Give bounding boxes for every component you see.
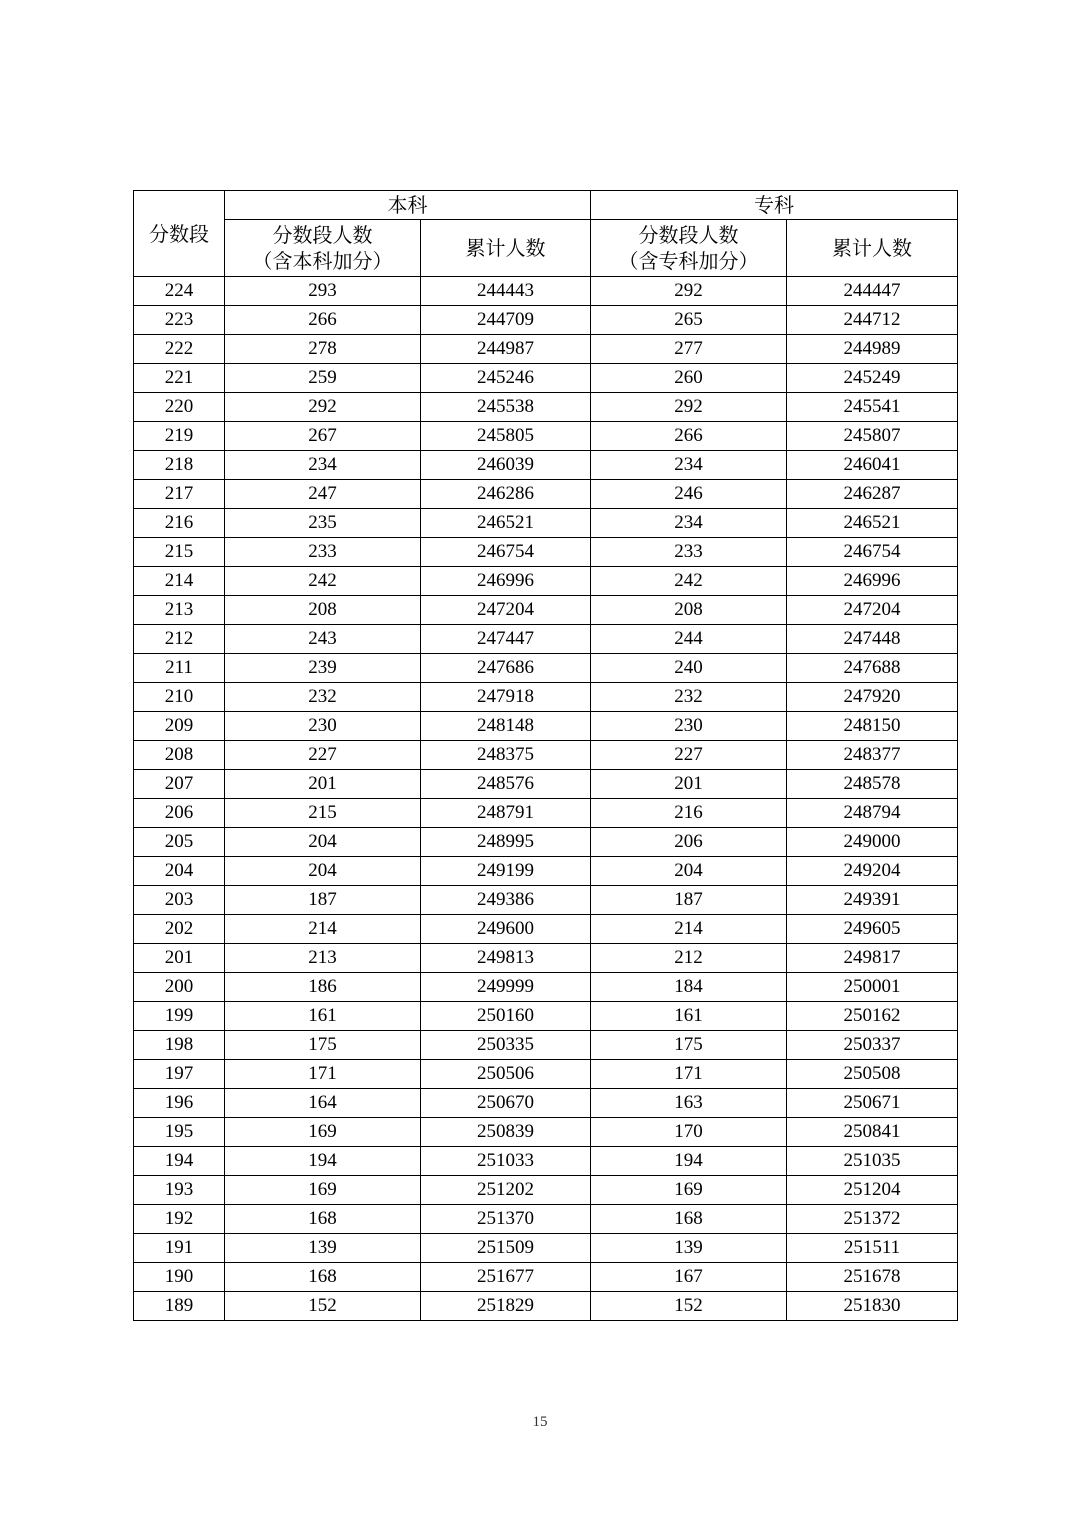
cell-sp-count: 260 <box>591 364 787 393</box>
cell-sp-cumulative: 248794 <box>787 799 958 828</box>
cell-score: 204 <box>134 857 225 886</box>
table-row <box>134 538 958 567</box>
table-row <box>134 364 958 393</box>
table-row <box>134 1292 958 1321</box>
cell-ug-count: 186 <box>225 973 421 1002</box>
cell-sp-count: 187 <box>591 886 787 915</box>
cell-ug-count: 169 <box>225 1176 421 1205</box>
cell-ug-count: 171 <box>225 1060 421 1089</box>
cell-ug-count: 204 <box>225 828 421 857</box>
table-row <box>134 1089 958 1118</box>
cell-ug-cumulative: 248791 <box>421 799 591 828</box>
cell-ug-count: 164 <box>225 1089 421 1118</box>
cell-sp-count: 175 <box>591 1031 787 1060</box>
cell-ug-cumulative: 251370 <box>421 1205 591 1234</box>
cell-score: 198 <box>134 1031 225 1060</box>
cell-sp-cumulative: 251678 <box>787 1263 958 1292</box>
header-sp-segment-count-line2: （含专科加分） <box>618 249 759 273</box>
table-row <box>134 509 958 538</box>
cell-ug-count: 230 <box>225 712 421 741</box>
cell-ug-count: 187 <box>225 886 421 915</box>
header-specialist: 专科 <box>591 191 958 220</box>
table-row <box>134 1002 958 1031</box>
cell-ug-count: 194 <box>225 1147 421 1176</box>
table-row <box>134 944 958 973</box>
table-row <box>134 1263 958 1292</box>
cell-sp-cumulative: 249605 <box>787 915 958 944</box>
cell-score: 203 <box>134 886 225 915</box>
cell-ug-cumulative: 249813 <box>421 944 591 973</box>
cell-sp-cumulative: 251511 <box>787 1234 958 1263</box>
cell-score: 210 <box>134 683 225 712</box>
cell-sp-count: 246 <box>591 480 787 509</box>
cell-ug-cumulative: 248375 <box>421 741 591 770</box>
table-row <box>134 277 958 306</box>
cell-score: 195 <box>134 1118 225 1147</box>
table-row <box>134 857 958 886</box>
cell-sp-cumulative: 244989 <box>787 335 958 364</box>
cell-ug-cumulative: 246039 <box>421 451 591 480</box>
cell-sp-count: 265 <box>591 306 787 335</box>
cell-ug-cumulative: 246286 <box>421 480 591 509</box>
cell-ug-cumulative: 247686 <box>421 654 591 683</box>
cell-score: 223 <box>134 306 225 335</box>
cell-ug-count: 267 <box>225 422 421 451</box>
cell-sp-count: 169 <box>591 1176 787 1205</box>
table-row <box>134 654 958 683</box>
cell-ug-count: 259 <box>225 364 421 393</box>
cell-ug-count: 278 <box>225 335 421 364</box>
cell-score: 205 <box>134 828 225 857</box>
cell-ug-count: 213 <box>225 944 421 973</box>
table-row <box>134 799 958 828</box>
cell-score: 197 <box>134 1060 225 1089</box>
table-row <box>134 683 958 712</box>
cell-sp-count: 194 <box>591 1147 787 1176</box>
cell-score: 201 <box>134 944 225 973</box>
cell-ug-count: 152 <box>225 1292 421 1321</box>
table-row <box>134 1060 958 1089</box>
cell-sp-count: 139 <box>591 1234 787 1263</box>
score-distribution-table <box>133 190 958 1321</box>
cell-ug-count: 169 <box>225 1118 421 1147</box>
cell-sp-count: 163 <box>591 1089 787 1118</box>
table-subheader-row <box>134 220 958 277</box>
header-ug-segment-count-line1: 分数段人数 <box>272 223 373 247</box>
cell-score: 193 <box>134 1176 225 1205</box>
cell-ug-count: 204 <box>225 857 421 886</box>
cell-ug-count: 292 <box>225 393 421 422</box>
table-row <box>134 451 958 480</box>
cell-score: 191 <box>134 1234 225 1263</box>
cell-ug-cumulative: 250670 <box>421 1089 591 1118</box>
cell-ug-count: 168 <box>225 1263 421 1292</box>
cell-sp-count: 184 <box>591 973 787 1002</box>
cell-score: 222 <box>134 335 225 364</box>
header-ug-cumulative: 累计人数 <box>421 220 591 277</box>
cell-ug-cumulative: 248995 <box>421 828 591 857</box>
cell-score: 211 <box>134 654 225 683</box>
header-sp-segment-count <box>591 220 787 277</box>
cell-score: 219 <box>134 422 225 451</box>
cell-sp-cumulative: 247688 <box>787 654 958 683</box>
cell-sp-cumulative: 248377 <box>787 741 958 770</box>
cell-ug-count: 239 <box>225 654 421 683</box>
cell-sp-cumulative: 246287 <box>787 480 958 509</box>
cell-sp-cumulative: 249000 <box>787 828 958 857</box>
cell-sp-count: 204 <box>591 857 787 886</box>
table-row <box>134 625 958 654</box>
cell-ug-count: 233 <box>225 538 421 567</box>
header-ug-segment-count <box>225 220 421 277</box>
table-row <box>134 741 958 770</box>
cell-ug-count: 243 <box>225 625 421 654</box>
cell-sp-cumulative: 251035 <box>787 1147 958 1176</box>
table-row <box>134 1147 958 1176</box>
cell-sp-cumulative: 250162 <box>787 1002 958 1031</box>
cell-ug-cumulative: 251829 <box>421 1292 591 1321</box>
cell-sp-cumulative: 249817 <box>787 944 958 973</box>
cell-score: 214 <box>134 567 225 596</box>
cell-score: 215 <box>134 538 225 567</box>
cell-ug-cumulative: 247918 <box>421 683 591 712</box>
cell-sp-count: 214 <box>591 915 787 944</box>
cell-ug-count: 168 <box>225 1205 421 1234</box>
cell-ug-count: 227 <box>225 741 421 770</box>
cell-sp-count: 277 <box>591 335 787 364</box>
cell-score: 224 <box>134 277 225 306</box>
cell-ug-cumulative: 251033 <box>421 1147 591 1176</box>
cell-ug-cumulative: 251677 <box>421 1263 591 1292</box>
cell-ug-cumulative: 249999 <box>421 973 591 1002</box>
cell-sp-count: 242 <box>591 567 787 596</box>
cell-sp-cumulative: 250337 <box>787 1031 958 1060</box>
cell-ug-cumulative: 245538 <box>421 393 591 422</box>
header-sp-cumulative: 累计人数 <box>787 220 958 277</box>
cell-sp-count: 208 <box>591 596 787 625</box>
cell-score: 217 <box>134 480 225 509</box>
cell-ug-cumulative: 251202 <box>421 1176 591 1205</box>
cell-sp-cumulative: 250671 <box>787 1089 958 1118</box>
cell-ug-count: 247 <box>225 480 421 509</box>
cell-sp-cumulative: 250001 <box>787 973 958 1002</box>
cell-ug-cumulative: 250160 <box>421 1002 591 1031</box>
cell-sp-count: 227 <box>591 741 787 770</box>
cell-sp-count: 266 <box>591 422 787 451</box>
cell-sp-count: 230 <box>591 712 787 741</box>
cell-sp-count: 171 <box>591 1060 787 1089</box>
cell-score: 207 <box>134 770 225 799</box>
cell-sp-count: 233 <box>591 538 787 567</box>
header-sp-segment-count-line1: 分数段人数 <box>638 223 739 247</box>
cell-score: 213 <box>134 596 225 625</box>
table-row <box>134 1205 958 1234</box>
header-ug-segment-count-line2: （含本科加分） <box>252 249 393 273</box>
cell-ug-cumulative: 250506 <box>421 1060 591 1089</box>
cell-score: 199 <box>134 1002 225 1031</box>
cell-score: 220 <box>134 393 225 422</box>
cell-ug-count: 242 <box>225 567 421 596</box>
cell-ug-cumulative: 246996 <box>421 567 591 596</box>
cell-score: 209 <box>134 712 225 741</box>
cell-score: 212 <box>134 625 225 654</box>
cell-sp-cumulative: 249204 <box>787 857 958 886</box>
cell-ug-count: 232 <box>225 683 421 712</box>
cell-score: 221 <box>134 364 225 393</box>
cell-ug-cumulative: 251509 <box>421 1234 591 1263</box>
cell-ug-cumulative: 244709 <box>421 306 591 335</box>
cell-sp-cumulative: 246521 <box>787 509 958 538</box>
cell-sp-cumulative: 251372 <box>787 1205 958 1234</box>
table-row <box>134 770 958 799</box>
cell-ug-cumulative: 246521 <box>421 509 591 538</box>
header-undergraduate: 本科 <box>225 191 591 220</box>
cell-ug-cumulative: 250335 <box>421 1031 591 1060</box>
table-row <box>134 915 958 944</box>
cell-sp-count: 216 <box>591 799 787 828</box>
cell-sp-count: 170 <box>591 1118 787 1147</box>
cell-score: 216 <box>134 509 225 538</box>
cell-sp-count: 167 <box>591 1263 787 1292</box>
cell-ug-count: 293 <box>225 277 421 306</box>
cell-sp-count: 292 <box>591 393 787 422</box>
cell-score: 218 <box>134 451 225 480</box>
cell-ug-cumulative: 248148 <box>421 712 591 741</box>
cell-sp-cumulative: 244712 <box>787 306 958 335</box>
cell-ug-cumulative: 249386 <box>421 886 591 915</box>
page-number: 15 <box>532 1414 548 1430</box>
cell-ug-cumulative: 244443 <box>421 277 591 306</box>
table-row <box>134 1118 958 1147</box>
table-row <box>134 480 958 509</box>
cell-sp-cumulative: 248150 <box>787 712 958 741</box>
table-row <box>134 422 958 451</box>
cell-score: 190 <box>134 1263 225 1292</box>
cell-ug-count: 235 <box>225 509 421 538</box>
table-row <box>134 828 958 857</box>
cell-sp-count: 152 <box>591 1292 787 1321</box>
table-row <box>134 1176 958 1205</box>
header-score-segment: 分数段 <box>134 191 225 277</box>
cell-ug-count: 266 <box>225 306 421 335</box>
cell-sp-cumulative: 247920 <box>787 683 958 712</box>
cell-sp-count: 212 <box>591 944 787 973</box>
cell-sp-cumulative: 251830 <box>787 1292 958 1321</box>
cell-ug-count: 139 <box>225 1234 421 1263</box>
table-row <box>134 886 958 915</box>
cell-sp-count: 244 <box>591 625 787 654</box>
cell-sp-cumulative: 251204 <box>787 1176 958 1205</box>
cell-sp-cumulative: 248578 <box>787 770 958 799</box>
cell-sp-count: 292 <box>591 277 787 306</box>
cell-score: 200 <box>134 973 225 1002</box>
cell-ug-count: 175 <box>225 1031 421 1060</box>
cell-sp-count: 168 <box>591 1205 787 1234</box>
cell-ug-cumulative: 247447 <box>421 625 591 654</box>
cell-ug-count: 208 <box>225 596 421 625</box>
table-body <box>134 277 958 1321</box>
cell-score: 196 <box>134 1089 225 1118</box>
cell-sp-cumulative: 246041 <box>787 451 958 480</box>
cell-ug-count: 201 <box>225 770 421 799</box>
cell-ug-cumulative: 245805 <box>421 422 591 451</box>
cell-sp-cumulative: 245249 <box>787 364 958 393</box>
cell-ug-count: 214 <box>225 915 421 944</box>
cell-sp-count: 232 <box>591 683 787 712</box>
cell-sp-cumulative: 249391 <box>787 886 958 915</box>
cell-sp-cumulative: 247448 <box>787 625 958 654</box>
table-row <box>134 596 958 625</box>
cell-ug-count: 234 <box>225 451 421 480</box>
cell-score: 208 <box>134 741 225 770</box>
cell-score: 202 <box>134 915 225 944</box>
cell-score: 206 <box>134 799 225 828</box>
cell-sp-cumulative: 246996 <box>787 567 958 596</box>
table-header-row <box>134 191 958 220</box>
cell-sp-count: 234 <box>591 451 787 480</box>
table-row <box>134 306 958 335</box>
cell-sp-count: 161 <box>591 1002 787 1031</box>
table-row <box>134 712 958 741</box>
cell-ug-cumulative: 249600 <box>421 915 591 944</box>
cell-sp-cumulative: 244447 <box>787 277 958 306</box>
cell-ug-cumulative: 250839 <box>421 1118 591 1147</box>
cell-ug-cumulative: 247204 <box>421 596 591 625</box>
cell-ug-cumulative: 249199 <box>421 857 591 886</box>
cell-sp-count: 201 <box>591 770 787 799</box>
cell-ug-cumulative: 245246 <box>421 364 591 393</box>
cell-ug-count: 215 <box>225 799 421 828</box>
cell-sp-cumulative: 245541 <box>787 393 958 422</box>
cell-sp-count: 206 <box>591 828 787 857</box>
cell-score: 189 <box>134 1292 225 1321</box>
cell-sp-cumulative: 250841 <box>787 1118 958 1147</box>
table-row <box>134 393 958 422</box>
cell-score: 194 <box>134 1147 225 1176</box>
cell-ug-cumulative: 248576 <box>421 770 591 799</box>
cell-score: 192 <box>134 1205 225 1234</box>
table-row <box>134 1031 958 1060</box>
cell-sp-cumulative: 245807 <box>787 422 958 451</box>
cell-sp-cumulative: 250508 <box>787 1060 958 1089</box>
cell-sp-cumulative: 247204 <box>787 596 958 625</box>
table-row <box>134 973 958 1002</box>
cell-sp-cumulative: 246754 <box>787 538 958 567</box>
table-row <box>134 335 958 364</box>
cell-sp-count: 240 <box>591 654 787 683</box>
cell-ug-count: 161 <box>225 1002 421 1031</box>
table-row <box>134 567 958 596</box>
cell-ug-cumulative: 246754 <box>421 538 591 567</box>
cell-ug-cumulative: 244987 <box>421 335 591 364</box>
cell-sp-count: 234 <box>591 509 787 538</box>
table-row <box>134 1234 958 1263</box>
